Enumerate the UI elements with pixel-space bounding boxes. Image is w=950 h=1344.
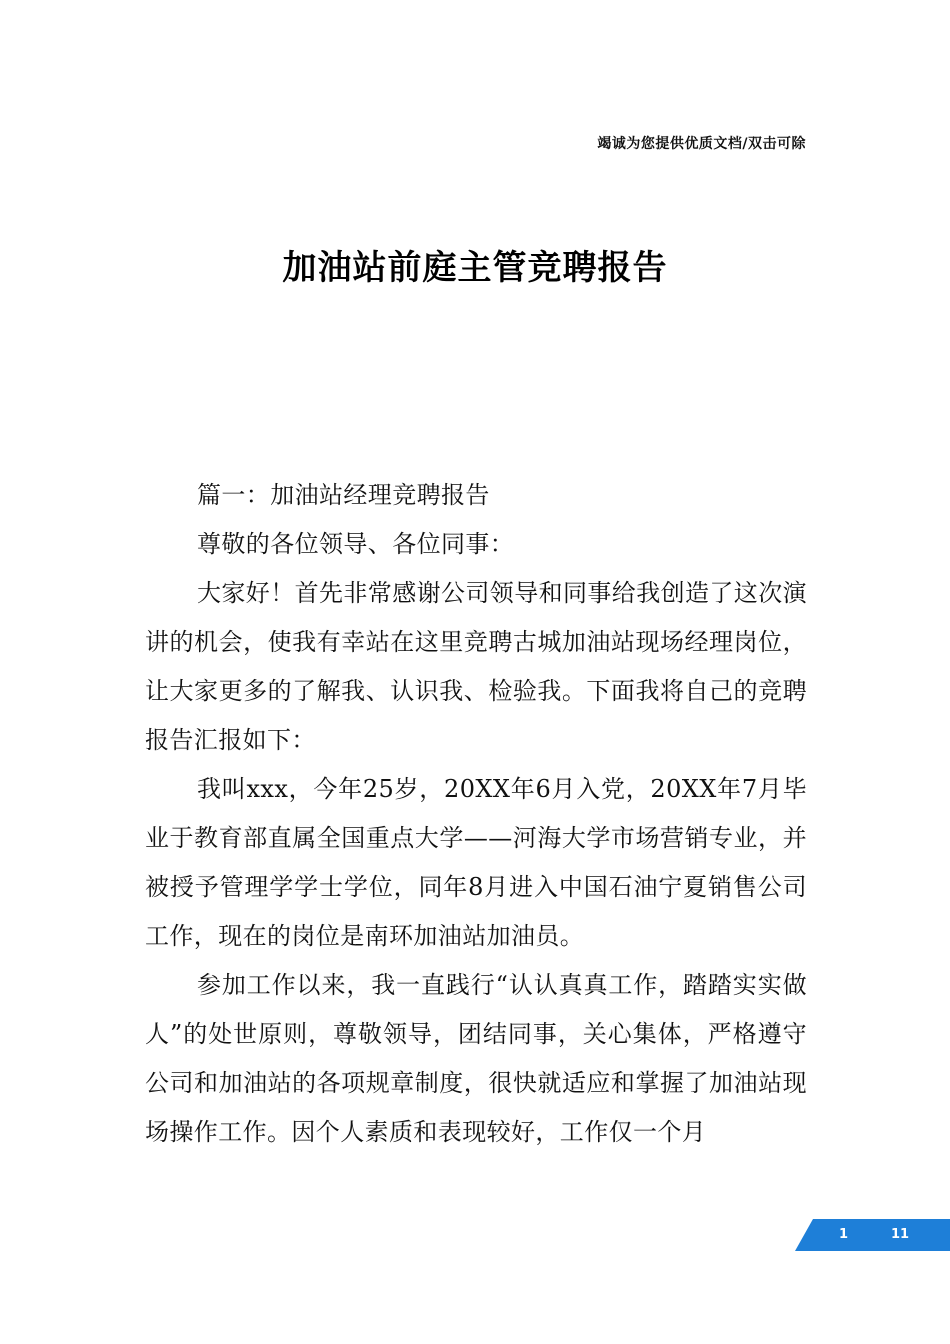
body-paragraph: 大家好！首先非常感谢公司领导和同事给我创造了这次演讲的机会，使我有幸站在这里竞聘古城加油站现场经理岗位，让大家更多的了解我、认识我、检验我。下面我将自己的竞聘报告汇报如下： xyxy=(145,579,807,754)
salutation: 尊敬的各位领导、各位同事： xyxy=(197,530,515,558)
page-badge-shape xyxy=(795,1219,950,1251)
document-title: 加油站前庭主管竞聘报告 xyxy=(282,248,668,288)
document-body xyxy=(145,471,807,1157)
page-total: 11 xyxy=(891,1227,910,1242)
body-paragraph: 我叫xxx，今年25岁，20XX年6月入党，20XX年7月毕业于教育部直属全国重点大学——河海大学市场营销专业，并被授予管理学学士学位，同年8月进入中国石油宁夏销售公司工作，现在的岗位是南环加油站加油员。 xyxy=(145,775,807,950)
section-heading: 篇一：加油站经理竞聘报告 xyxy=(197,481,490,509)
body-paragraph: 参加工作以来，我一直践行“认认真真工作，踏踏实实做人”的处世原则，尊敬领导，团结同事，关心集体，严格遵守公司和加油站的各项规章制度，很快就适应和掌握了加油站现场操作工作。因个人素质和表现较好，工作仅一个月 xyxy=(145,971,807,1146)
page-number: 1 xyxy=(839,1227,849,1242)
page-badge xyxy=(795,1219,950,1251)
header-note: 竭诚为您提供优质文档/双击可除 xyxy=(597,136,806,152)
